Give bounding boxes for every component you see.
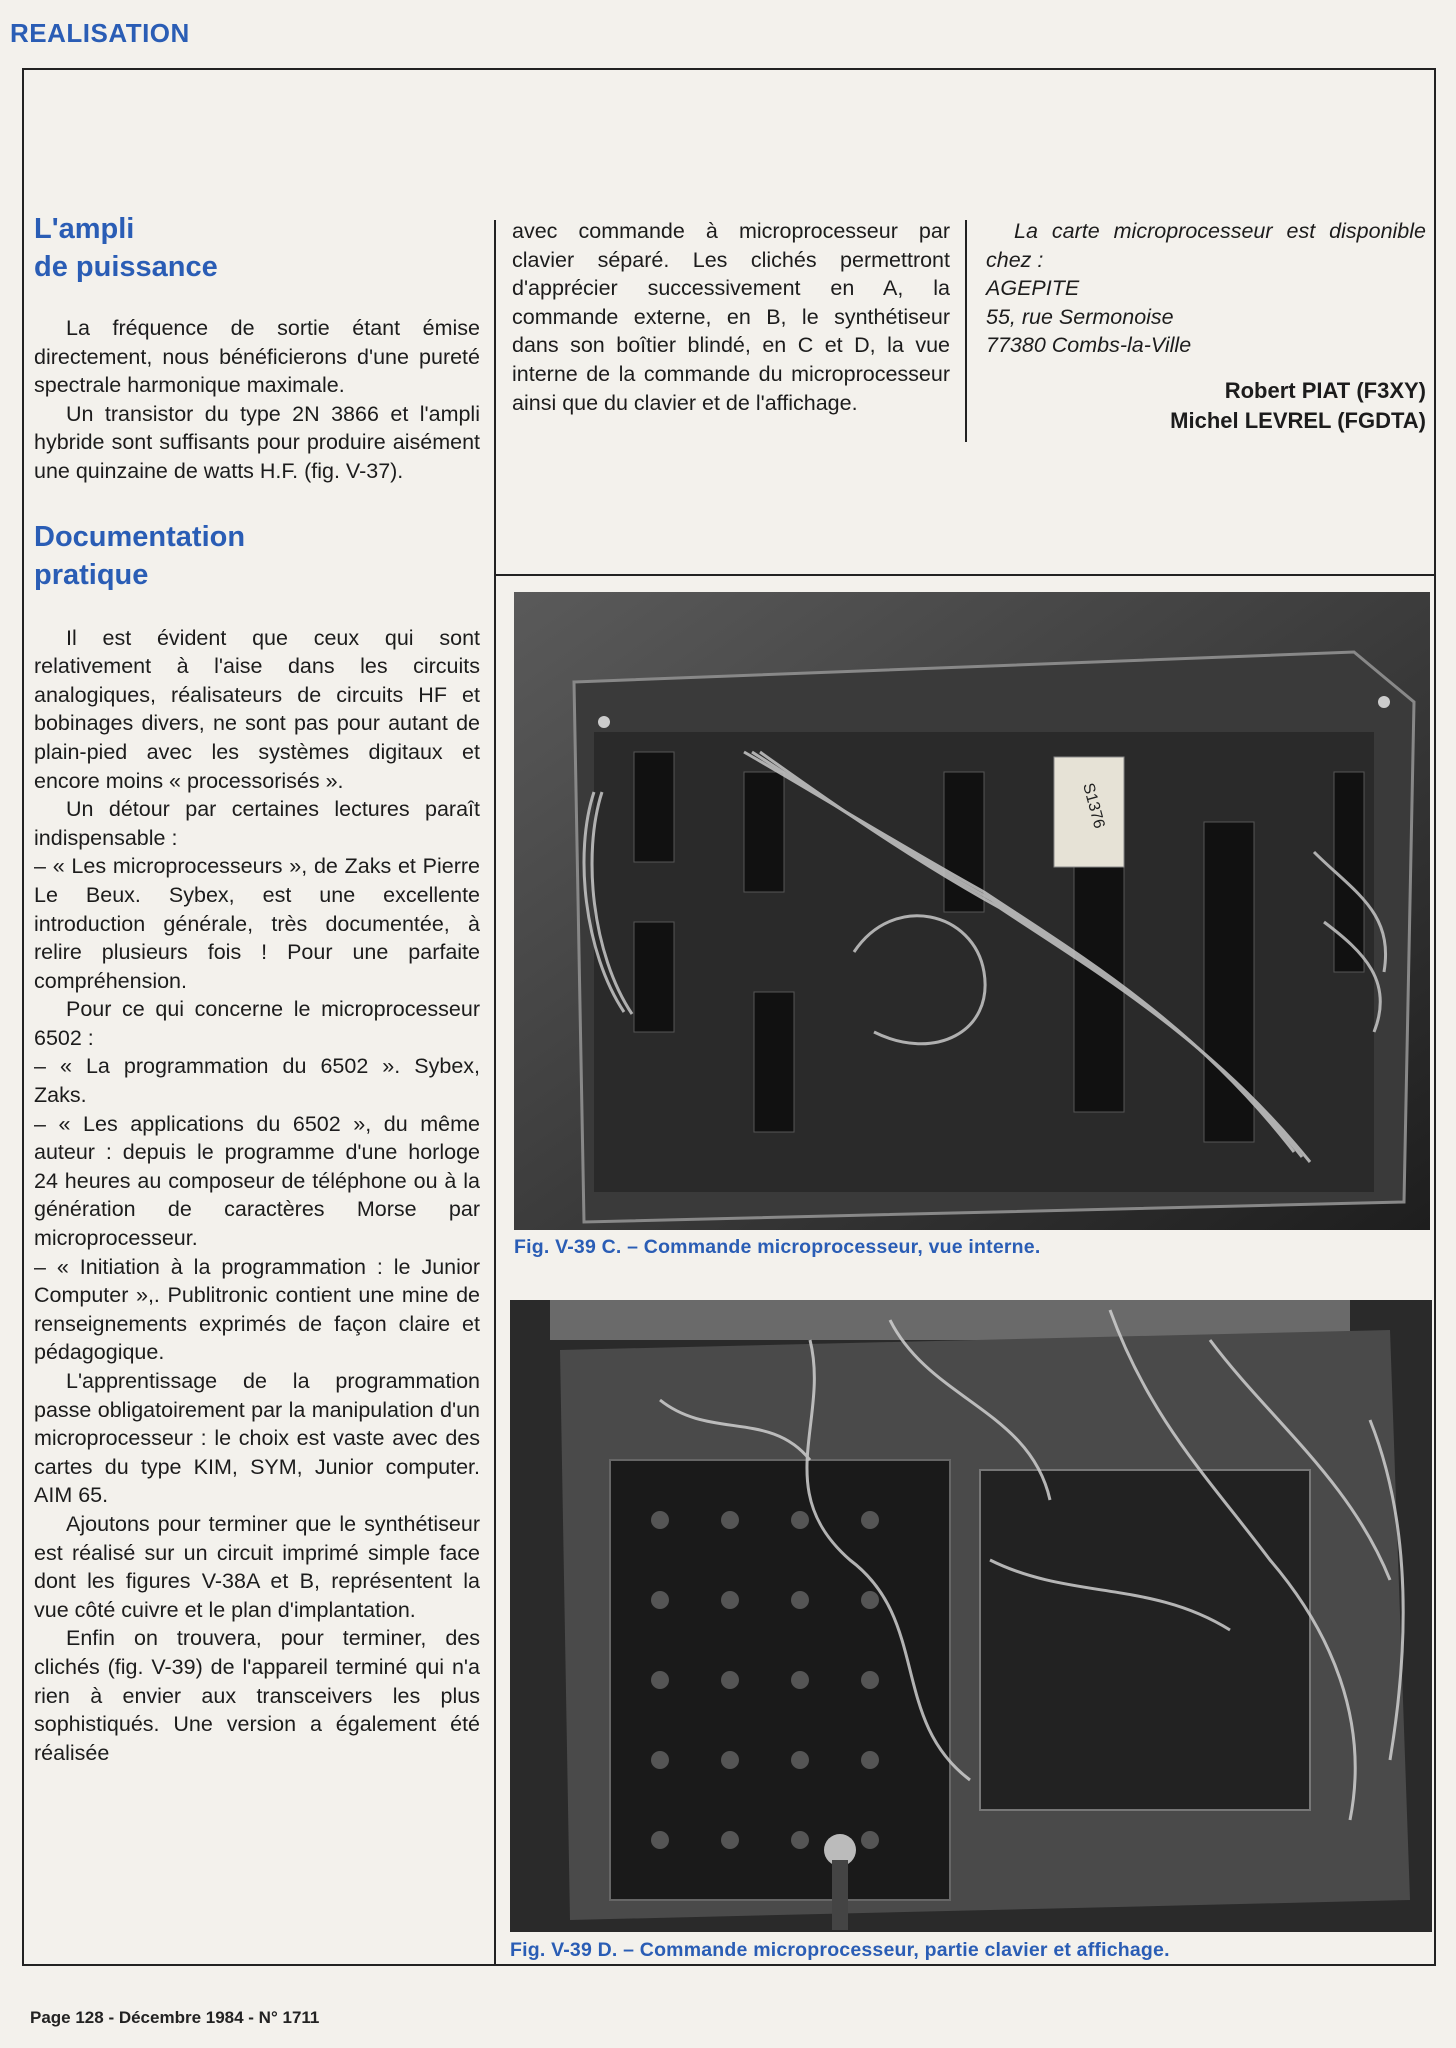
heading-line: L'ampli [34, 213, 135, 245]
right-column [986, 217, 1426, 436]
column-divider-lower [494, 575, 496, 1965]
author: Michel LEVREL (FGDTA) [1170, 407, 1426, 433]
paragraph: Un transistor du type 2N 3866 et l'ampli hybride sont suffisants pour produire aisément une quinzaine de watts H.F. (fig. V-37). [34, 401, 480, 483]
paragraph: avec commande à microprocesseur par clavier séparé. Les clichés permettront d'apprécier successivement en A, la commande externe, en B, le synthétiseur dans son boîtier blindé, en C et D, la vue interne de la commande du microprocesseur ainsi que du clavier et de l'affichage. [512, 219, 950, 415]
supplier-city: 77380 Combs-la-Ville [986, 333, 1192, 358]
column-divider-right [965, 220, 967, 442]
keyboard-display-photo [510, 1300, 1432, 1932]
paragraph: Enfin on trouvera, pour terminer, des clichés (fig. V-39) de l'appareil terminé qui n'a rien à envier aux transceivers les plus sophistiqués. Une version a également été réalisée [34, 1626, 480, 1765]
paragraph: L'apprentissage de la programmation passe obligatoirement par la manipulation d'un microprocesseur : le choix est vaste avec des cartes du type KIM, SYM, Junior computer. AIM 65. [34, 1369, 480, 1508]
photo-divider [494, 574, 1436, 576]
paragraph: La fréquence de sortie étant émise directement, nous bénéficierons d'une pureté spectrale harmonique maximale. [34, 316, 480, 398]
paragraph: – « Les microprocesseurs », de Zaks et Pierre Le Beux. Sybex, est une excellente introduction générale, très documentée, à relire plusieurs fois ! Pour une parfaite compréhension. [34, 854, 480, 993]
paragraph: Un détour par certaines lectures paraît indispensable : [34, 797, 480, 850]
paragraph: Il est évident que ceux qui sont relativement à l'aise dans les circuits analogiques, réalisateurs de circuits HF et bobinages divers, ne sont pas pour autant de plain-pied avec les systèmes digitaux et encore moins « processorisés ». [34, 625, 480, 793]
heading-ampli [34, 210, 480, 286]
circuit-board-photo [514, 592, 1430, 1230]
supplier-name: AGEPITE [986, 276, 1080, 301]
paragraph: Ajoutons pour terminer que le synthétiseur est réalisé sur un circuit imprimé simple face dont les figures V-38A et B, représentent la vue côté cuivre et le plan d'implantation. [34, 1511, 480, 1622]
heading-line: pratique [34, 558, 149, 591]
paragraph: – « Initiation à la programmation : le Junior Computer »,. Publitronic contient une mine de renseignements exprimés de façon claire et pédagogique. [34, 1254, 480, 1365]
figure-caption: Fig. V-39 D. – Commande microprocesseur, partie clavier et affichage. [510, 1939, 1170, 1961]
figure-caption: Fig. V-39 C. – Commande microprocesseur, vue interne. [514, 1236, 1041, 1258]
chip-label: S1376 [1079, 781, 1108, 831]
photo-fig-v39d [510, 1300, 1432, 1932]
paragraph: Pour ce qui concerne le microprocesseur 6502 : [34, 997, 480, 1050]
paragraph: – « La programmation du 6502 ». Sybex, Zaks. [34, 1054, 480, 1108]
author: Robert PIAT (F3XY) [1224, 377, 1426, 403]
section-label: REALISATION [10, 18, 190, 48]
availability-note: La carte microprocesseur est disponible chez : [986, 219, 1426, 272]
heading-documentation [34, 518, 480, 594]
column-divider [494, 220, 496, 575]
paragraph: – « Les applications du 6502 », du même auteur : depuis le programme d'une horloge 24 heures au composeur de téléphone ou à la génération de caractères Morse par microprocesseur. [34, 1111, 480, 1251]
middle-column [512, 217, 950, 417]
heading-line: de puissance [34, 251, 218, 283]
left-column [34, 210, 480, 1767]
photo-fig-v39c [514, 592, 1430, 1230]
page-footer: Page 128 - Décembre 1984 - N° 1711 [30, 2008, 320, 2027]
supplier-street: 55, rue Sermonoise [986, 304, 1174, 329]
heading-line: Documentation [34, 520, 246, 553]
